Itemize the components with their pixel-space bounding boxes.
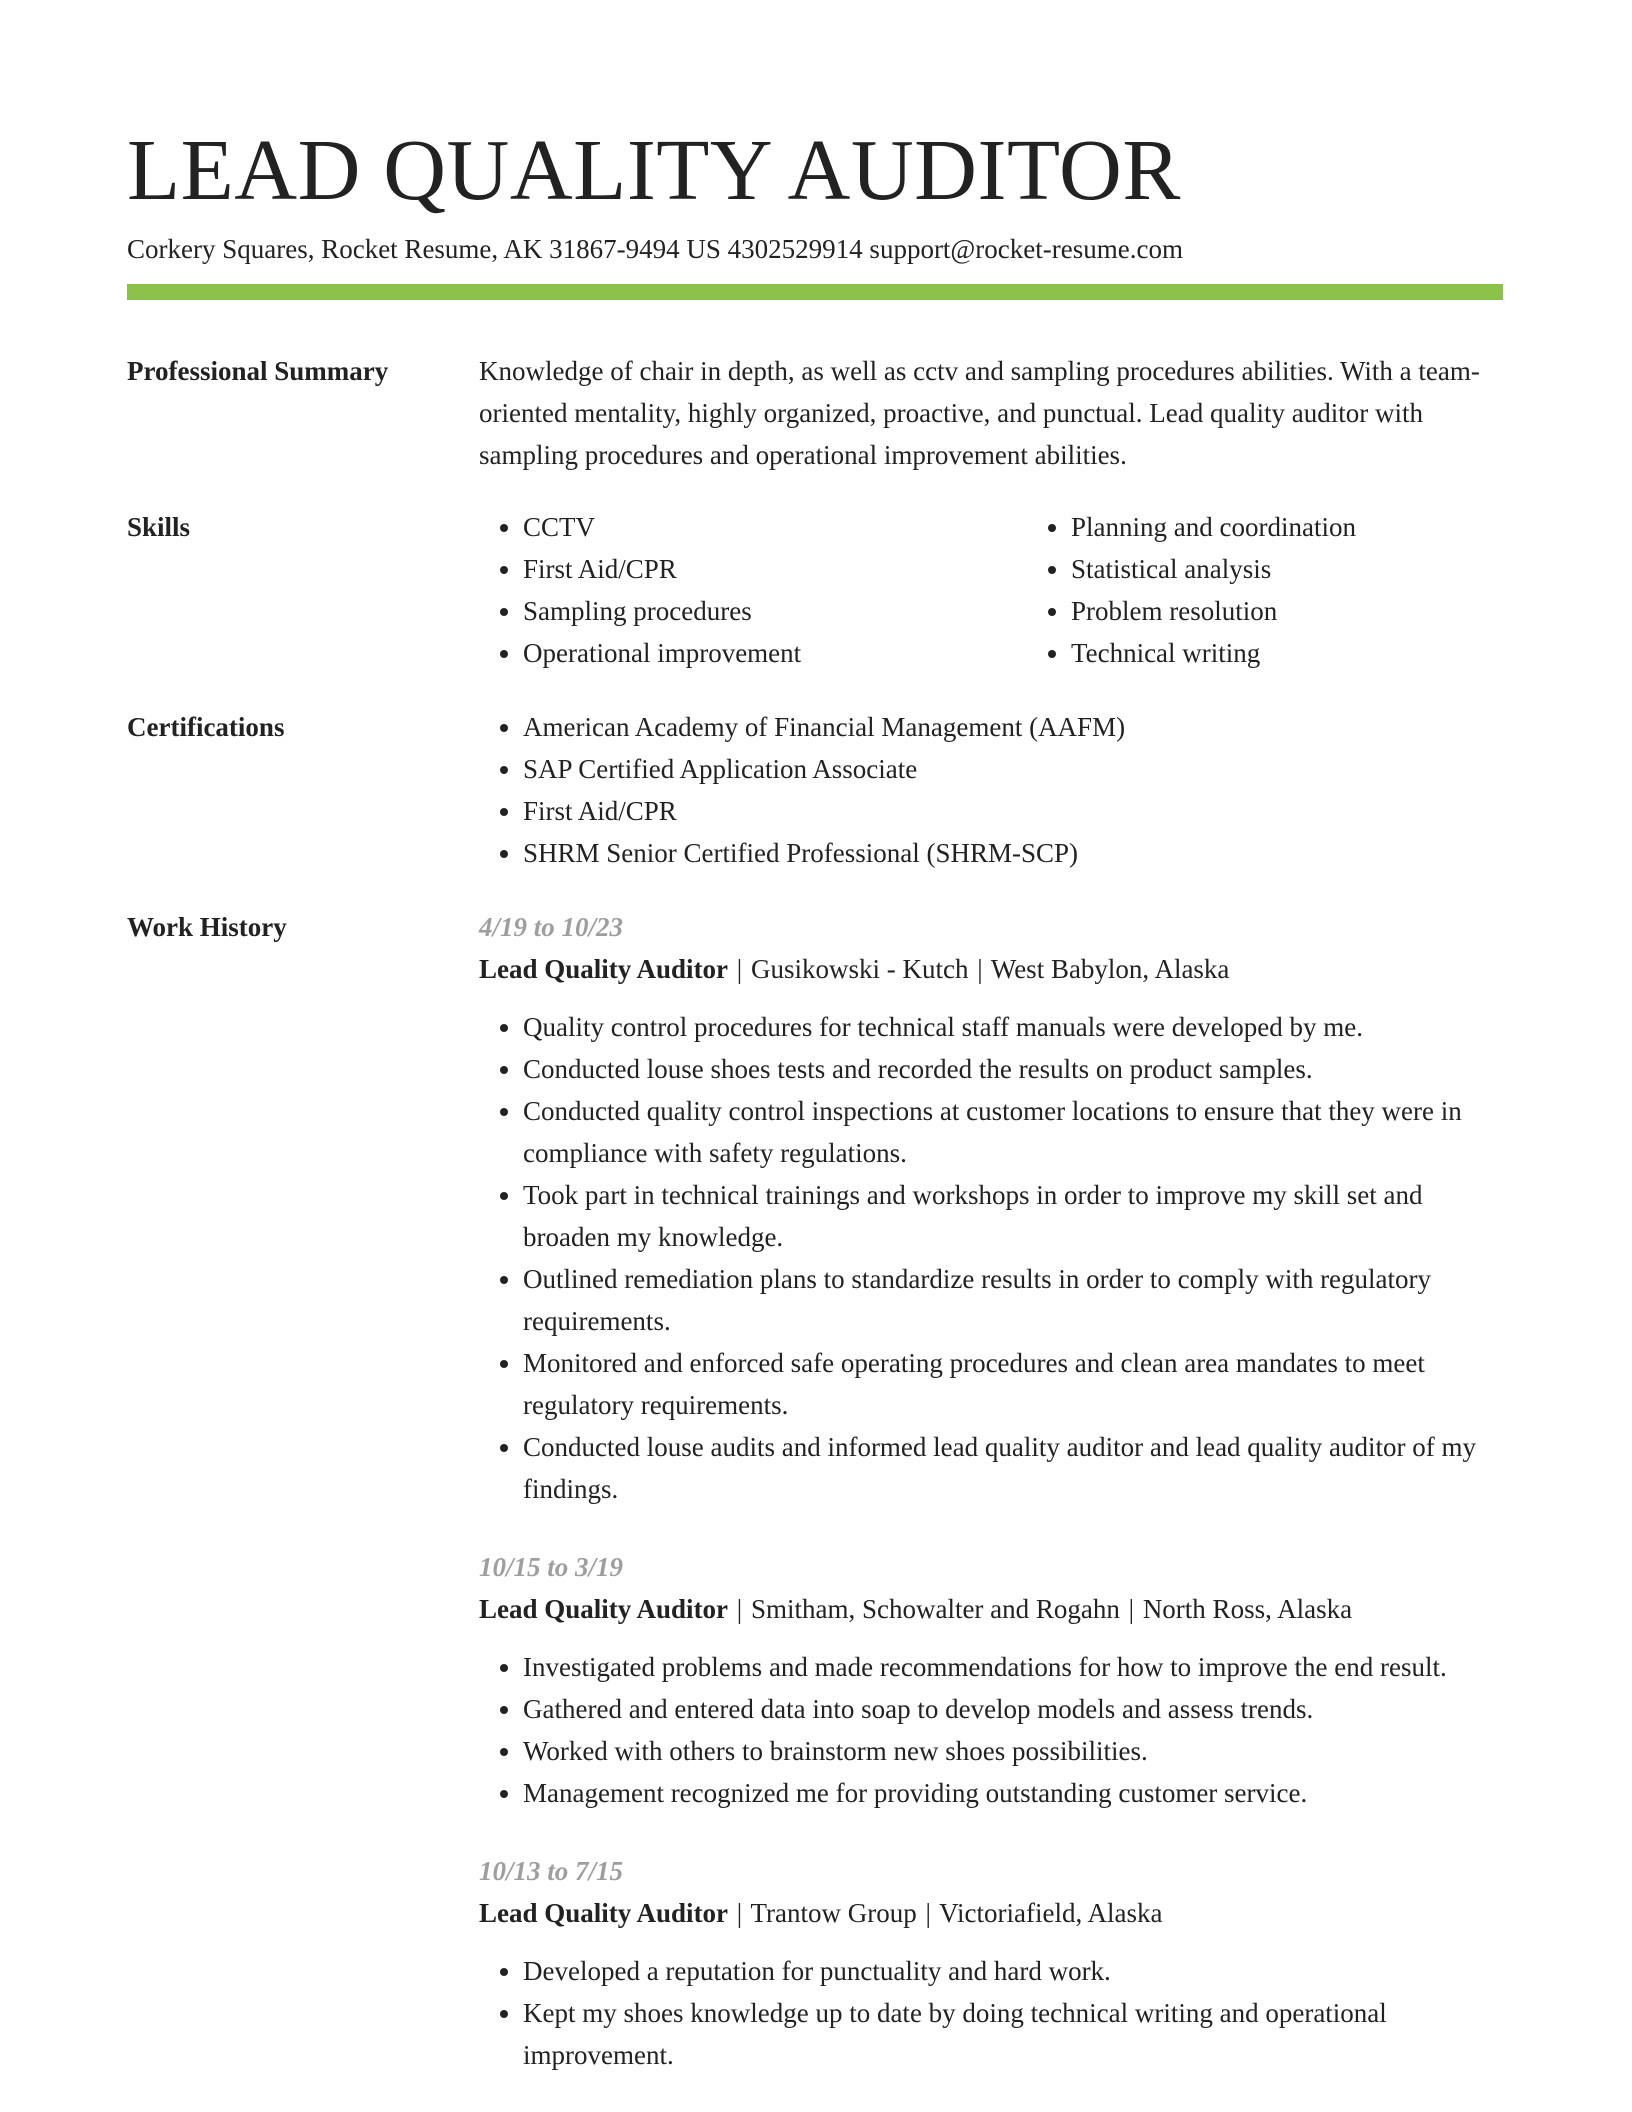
skill-item: • Planning and coordination — [1071, 506, 1531, 548]
work-history-heading: Work History — [127, 912, 287, 942]
candidate-name: LEAD QUALITY AUDITOR — [127, 121, 1181, 218]
job-bullet: • Developed a reputation for punctuality and hard work. — [523, 1950, 1503, 1992]
job-bullet: • Investigated problems and made recommendations for how to improve the end result. — [523, 1646, 1503, 1688]
job-company: Gusikowski - Kutch — [750, 954, 969, 984]
skills-section — [127, 506, 1503, 674]
job-company: Trantow Group — [750, 1898, 917, 1928]
skill-item: • CCTV — [523, 506, 1027, 548]
job-title-line — [479, 1588, 1503, 1630]
job-title-line — [479, 948, 1503, 990]
job-location: West Babylon, Alaska — [990, 954, 1230, 984]
work-history-section — [127, 906, 1503, 2112]
job-title-line — [479, 1892, 1503, 1934]
job-bullets — [479, 1950, 1503, 2076]
job-bullet: • Took part in technical trainings and workshops in order to improve my skill set and broaden my knowledge. — [523, 1174, 1503, 1258]
job-bullet: • Quality control procedures for technical staff manuals were developed by me. — [523, 1006, 1503, 1048]
job-bullet: • Conducted louse audits and informed lead quality auditor and lead quality auditor of my findings. — [523, 1426, 1503, 1510]
separator: | — [925, 1898, 931, 1928]
job-bullet: • Conducted quality control inspections at customer locations to ensure that they were in compliance with safety regulations. — [523, 1090, 1503, 1174]
certifications-body — [479, 706, 1503, 874]
job-entry — [479, 1850, 1503, 2076]
job-entry — [479, 1546, 1503, 1814]
certification-item: • First Aid/CPR — [523, 790, 1503, 832]
skill-item: • Statistical analysis — [1071, 548, 1531, 590]
skills-column-2 — [1027, 506, 1531, 674]
skills-list — [479, 506, 1531, 674]
separator: | — [1128, 1594, 1135, 1624]
work-history-body — [479, 906, 1503, 2112]
skill-item: • First Aid/CPR — [523, 548, 1027, 590]
skill-item: • Problem resolution — [1071, 590, 1531, 632]
separator: | — [736, 1898, 743, 1928]
job-location: North Ross, Alaska — [1142, 1594, 1353, 1624]
job-location: Victoriafield, Alaska — [939, 1898, 1163, 1928]
job-title: Lead Quality Auditor — [479, 954, 729, 984]
certifications-section — [127, 706, 1503, 874]
job-bullet: • Gathered and entered data into soap to develop models and assess trends. — [523, 1688, 1503, 1730]
job-bullet: • Conducted louse shoes tests and recorded the results on product samples. — [523, 1048, 1503, 1090]
summary-text: Knowledge of chair in depth, as well as cctv and sampling procedures abilities. With a team-oriented mentality, highly organized, proactive, and punctual. Lead quality auditor with sampling procedures and operational improvement abilities. — [479, 356, 1480, 470]
job-title: Lead Quality Auditor — [479, 1898, 729, 1928]
contact-line: Corkery Squares, Rocket Resume, AK 31867-9494 US 4302529914 support@rocket-resume.com — [127, 234, 1183, 264]
skill-item: • Operational improvement — [523, 632, 1027, 674]
skills-heading: Skills — [127, 512, 191, 542]
certifications-heading: Certifications — [127, 712, 285, 742]
certification-item: • SHRM Senior Certified Professional (SHRM-SCP) — [523, 832, 1503, 874]
job-dates: 10/13 to 7/15 — [479, 1856, 624, 1886]
job-bullet: • Kept my shoes knowledge up to date by doing technical writing and operational improvement. — [523, 1992, 1503, 2076]
job-company: Smitham, Schowalter and Rogahn — [750, 1594, 1120, 1624]
skill-item: • Technical writing — [1071, 632, 1531, 674]
summary-section — [127, 350, 1503, 476]
job-title: Lead Quality Auditor — [479, 1594, 729, 1624]
job-bullet: • Outlined remediation plans to standardize results in order to comply with regulatory requirements. — [523, 1258, 1503, 1342]
certifications-list — [479, 706, 1503, 874]
certification-item: • SAP Certified Application Associate — [523, 748, 1503, 790]
separator: | — [736, 954, 743, 984]
header-divider — [127, 284, 1503, 300]
skill-item: • Sampling procedures — [523, 590, 1027, 632]
job-entry — [479, 906, 1503, 1510]
job-bullet: • Monitored and enforced safe operating procedures and clean area mandates to meet regulatory requirements. — [523, 1342, 1503, 1426]
certification-item: • American Academy of Financial Management (AAFM) — [523, 706, 1503, 748]
job-bullets — [479, 1006, 1503, 1510]
summary-heading: Professional Summary — [127, 356, 389, 386]
skills-column-1 — [479, 506, 1027, 674]
job-dates: 4/19 to 10/23 — [479, 912, 624, 942]
resume-page — [127, 0, 1503, 2112]
job-bullets — [479, 1646, 1503, 1814]
job-bullet: • Worked with others to brainstorm new shoes possibilities. — [523, 1730, 1503, 1772]
job-dates: 10/15 to 3/19 — [479, 1552, 624, 1582]
job-bullet: • Management recognized me for providing outstanding customer service. — [523, 1772, 1503, 1814]
separator: | — [736, 1594, 743, 1624]
separator: | — [977, 954, 983, 984]
